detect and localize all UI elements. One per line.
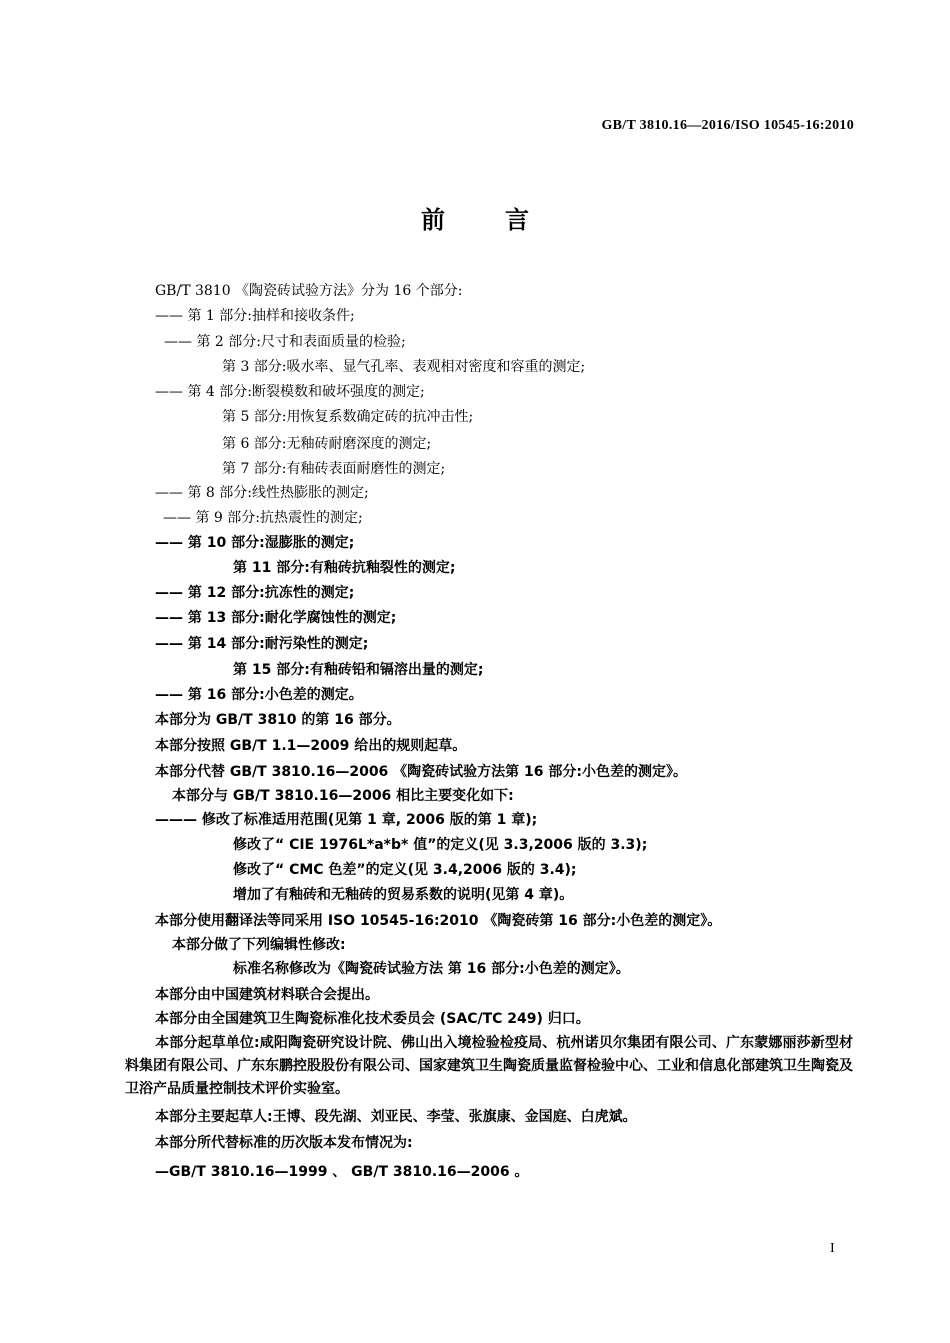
part-7-line: 第 7 部分:有釉砖表面耐磨性的测定;	[222, 461, 446, 477]
part-1-line: —— 第 1 部分:抽样和接收条件;	[155, 308, 355, 324]
main-drafters: 本部分主要起草人:王博、段先湖、刘亚民、李莹、张旗康、金国庭、白虎斌。	[155, 1109, 637, 1125]
part-13-line: —— 第 13 部分:耐化学腐蚀性的测定;	[155, 610, 397, 626]
drafting-units	[125, 1032, 853, 1101]
drafting-rules: 本部分按照 GB/T 1.1—2009 给出的规则起草。	[155, 738, 467, 754]
part-3-line: 第 3 部分:吸水率、显气孔率、表观相对密度和容重的测定;	[222, 359, 586, 375]
title-char-2: 言	[505, 206, 529, 234]
part-5-line: 第 5 部分:用恢复系数确定砖的抗冲击性;	[222, 409, 474, 425]
change-3: 修改了“ CMC 色差”的定义(见 3.4,2006 版的 3.4);	[233, 862, 577, 878]
history-versions: —GB/T 3810.16—1999 、 GB/T 3810.16—2006 。	[155, 1164, 529, 1180]
part-16-line: —— 第 16 部分:小色差的测定。	[155, 687, 363, 703]
part-12-line: —— 第 12 部分:抗冻性的测定;	[155, 585, 355, 601]
part-2-line: —— 第 2 部分:尺寸和表面质量的检验;	[164, 334, 406, 350]
part-8-line: —— 第 8 部分:线性热膨胀的测定;	[155, 485, 369, 501]
standard-number: GB/T 3810.16—2016/ISO 10545-16:2010	[601, 118, 854, 133]
part-9-line: —— 第 9 部分:抗热震性的测定;	[163, 510, 363, 526]
centralized-by: 本部分由全国建筑卫生陶瓷标准化技术委员会 (SAC/TC 249) 归口。	[155, 1011, 590, 1027]
history-intro: 本部分所代替标准的历次版本发布情况为:	[155, 1135, 413, 1151]
title-char-1: 前	[421, 206, 445, 234]
editorial-intro: 本部分做了下列编辑性修改:	[172, 937, 346, 953]
page-number: I	[830, 1241, 835, 1256]
part-11-line: 第 11 部分:有釉砖抗釉裂性的测定;	[233, 560, 456, 576]
drafting-units-text: 本部分起草单位:咸阳陶瓷研究设计院、佛山出入境检验检疫局、杭州诺贝尔集团有限公司、广东蒙娜丽莎新型材料集团有限公司、广东东鹏控股股份有限公司、国家建筑卫生陶瓷质量监督检验中心、工业和信息化部建筑卫生陶瓷及卫浴产品质量控制技术评价实验室。	[125, 1035, 853, 1097]
change-2: 修改了“ CIE 1976L*a*b* 值”的定义(见 3.3,2006 版的 3.3);	[233, 837, 648, 853]
part-14-line: —— 第 14 部分:耐污染性的测定;	[155, 636, 369, 652]
changes-intro: 本部分与 GB/T 3810.16—2006 相比主要变化如下:	[172, 788, 514, 804]
part-statement: 本部分为 GB/T 3810 的第 16 部分。	[155, 712, 401, 728]
proposed-by: 本部分由中国建筑材料联合会提出。	[155, 987, 379, 1003]
adoption-statement: 本部分使用翻译法等同采用 ISO 10545-16:2010 《陶瓷砖第 16 部分:小色差的测定》。	[155, 913, 722, 929]
part-6-line: 第 6 部分:无釉砖耐磨深度的测定;	[222, 436, 432, 452]
change-4: 增加了有釉砖和无釉砖的贸易系数的说明(见第 4 章)。	[233, 887, 574, 903]
change-1: ——— 修改了标准适用范围(见第 1 章, 2006 版的第 1 章);	[155, 812, 538, 828]
part-15-line: 第 15 部分:有釉砖铅和镉溶出量的测定;	[233, 662, 484, 678]
part-4-line: —— 第 4 部分:断裂模数和破坏强度的测定;	[155, 384, 425, 400]
editorial-change: 标准名称修改为《陶瓷砖试验方法 第 16 部分:小色差的测定》。	[233, 961, 630, 977]
part-10-line: —— 第 10 部分:湿膨胀的测定;	[155, 535, 355, 551]
replaces-statement: 本部分代替 GB/T 3810.16—2006 《陶瓷砖试验方法第 16 部分:小色差的测定》。	[155, 764, 688, 780]
page-title	[0, 200, 950, 235]
intro-line: GB/T 3810 《陶瓷砖试验方法》分为 16 个部分:	[155, 283, 463, 299]
